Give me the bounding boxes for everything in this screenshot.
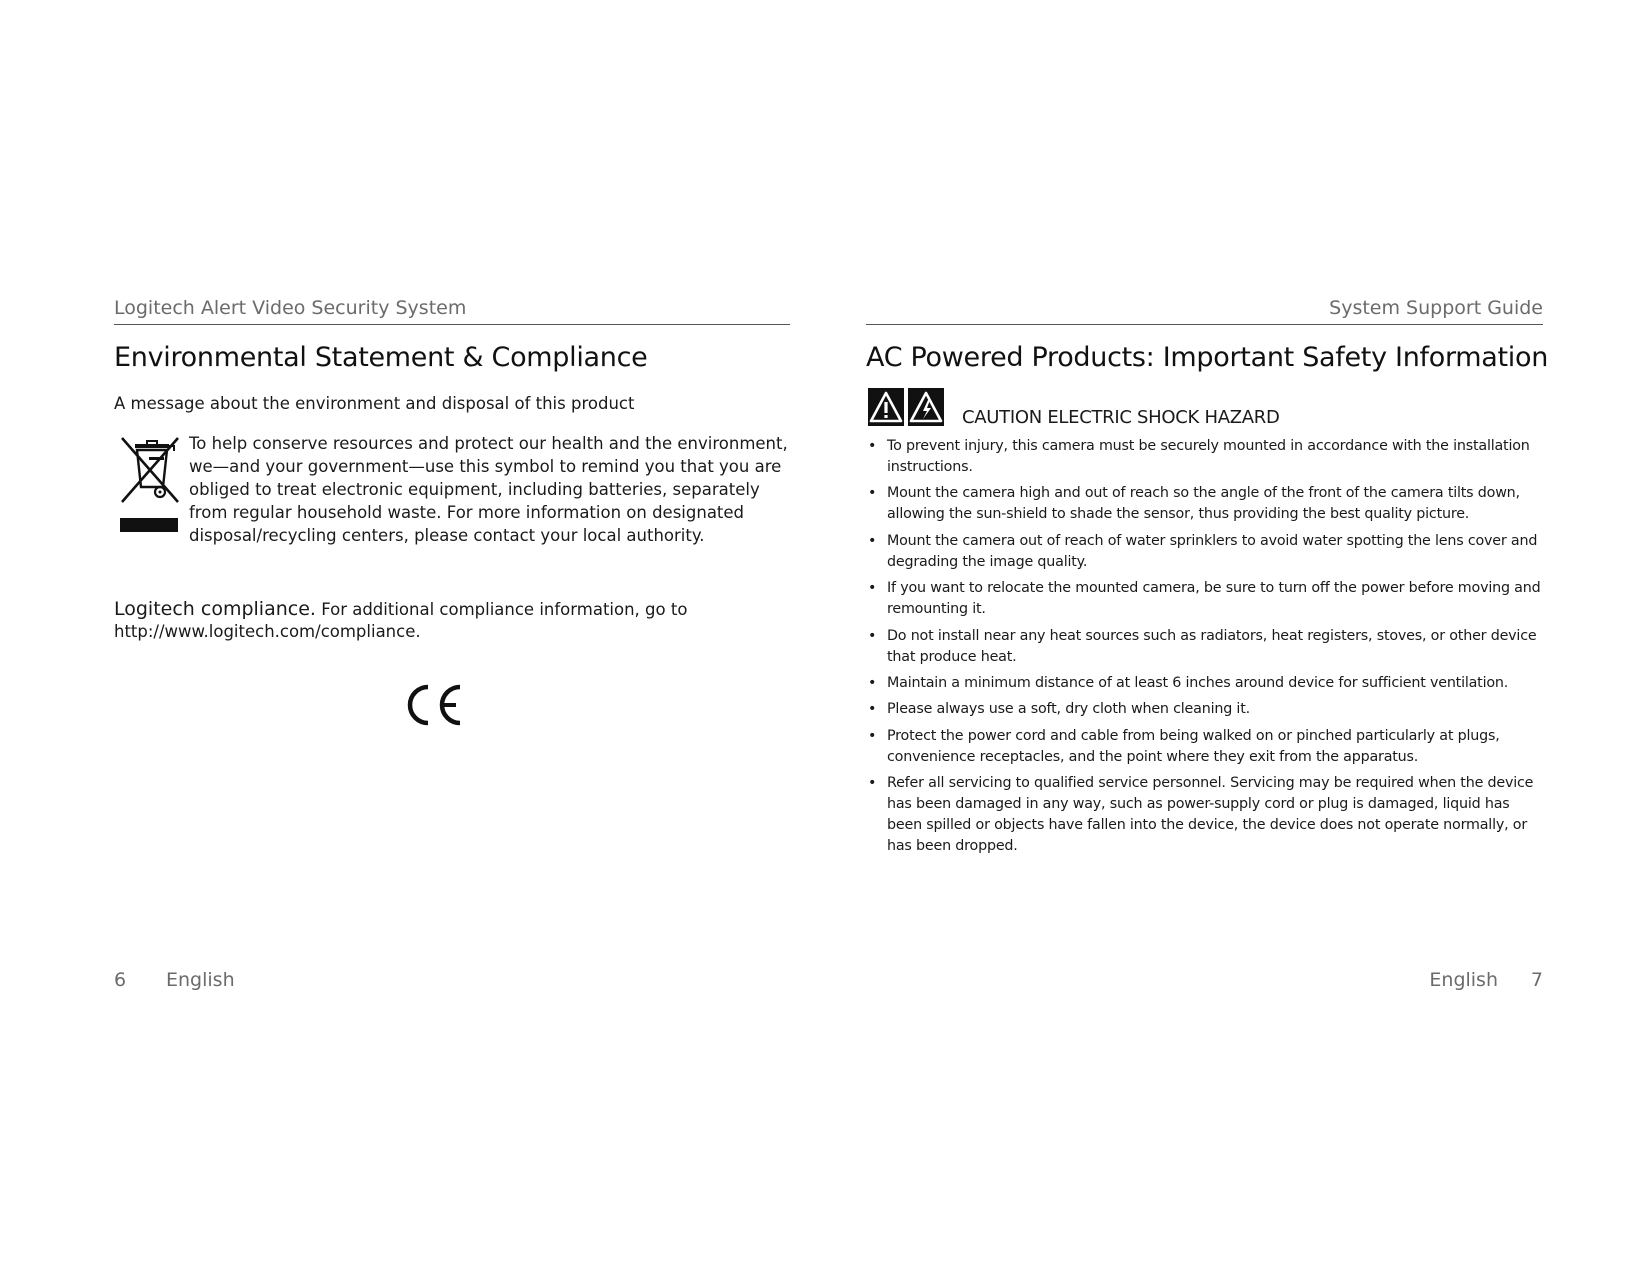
page-number-right: 7: [1530, 969, 1543, 991]
page-number-left: 6: [114, 969, 127, 991]
list-item: • Protect the power cord and cable from being walked on or pinched particularly at plugs, convenience receptacles, and the point where they exit from the apparatus.: [866, 726, 1543, 768]
compliance-lead: Logitech compliance.: [114, 598, 316, 620]
warning-triangle-icon: [868, 388, 904, 426]
list-item: • Mount the camera out of reach of water sprinklers to avoid water spotting the lens cover and degrading the image quality.: [866, 531, 1543, 573]
caution-icons: [868, 388, 944, 426]
list-item: • Refer all servicing to qualified service personnel. Servicing may be required when the device has been damaged in any way, such as power-supply cord or plug is damaged, liquid has been spilled or objects have fallen into the device, the device does not operate normally, or has been dropped.: [866, 773, 1543, 857]
list-item: • Do not install near any heat sources such as radiators, heat registers, stoves, or other device that produce heat.: [866, 626, 1543, 668]
compliance-paragraph: [114, 598, 714, 643]
list-item: • Please always use a soft, dry cloth when cleaning it.: [866, 699, 1543, 720]
page-title-safety: AC Powered Products: Important Safety Information: [866, 342, 1549, 373]
environment-subhead: A message about the environment and disposal of this product: [114, 394, 635, 413]
safety-bullet-list: [866, 436, 1543, 863]
language-label-left: English: [166, 969, 235, 991]
list-item: • Mount the camera high and out of reach so the angle of the front of the camera tilts down, allowing the sun-shield to shade the sensor, thus providing the best quality picture.: [866, 483, 1543, 525]
right-page: [866, 0, 1549, 1275]
list-item: • To prevent injury, this camera must be securely mounted in accordance with the installation instructions.: [866, 436, 1543, 478]
list-item: • Maintain a minimum distance of at least 6 inches around device for sufficient ventilation.: [866, 673, 1543, 694]
language-label-right: English: [1429, 969, 1498, 991]
compliance-text: For additional compliance information, go to http://www.logitech.com/compliance.: [114, 600, 688, 641]
running-head-left: Logitech Alert Video Security System: [114, 296, 790, 325]
running-head-right: System Support Guide: [866, 296, 1543, 325]
page-title-environmental: Environmental Statement & Compliance: [114, 342, 648, 373]
caution-label: CAUTION ELECTRIC SHOCK HAZARD: [962, 407, 1280, 428]
left-page: [114, 0, 790, 1275]
list-item: • If you want to relocate the mounted camera, be sure to turn off the power before moving and remounting it.: [866, 578, 1543, 620]
crossed-out-wheelie-bin-icon: [120, 436, 182, 536]
weee-disposal-text: To help conserve resources and protect our health and the environment, we—and your government—use this symbol to remind you that you are obliged to treat electronic equipment, including batteries, separately from regular household waste. For more information on designated disposal/recycling centers, please contact your local authority.: [189, 434, 788, 545]
ce-mark-icon: [404, 683, 464, 727]
electric-shock-icon: [908, 388, 944, 426]
